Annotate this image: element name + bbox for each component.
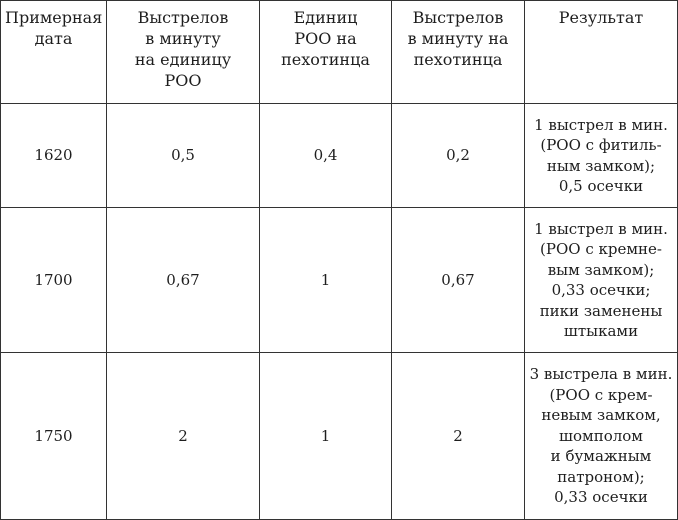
header-line: дата <box>34 29 73 48</box>
cell-result <box>525 353 678 520</box>
cell-shots-per-unit: 0,5 <box>107 104 260 208</box>
result-line: 1 выстрел в мин. <box>534 219 668 238</box>
header-line: Результат <box>558 8 644 27</box>
header-line: Единиц <box>293 8 358 27</box>
result-line: штыками <box>563 322 639 340</box>
header-result <box>525 1 678 104</box>
result-line: 3 выстрела в мин. <box>529 365 673 384</box>
header-line: в минуту <box>145 29 221 48</box>
cell-shots-per-infantryman: 0,2 <box>392 104 525 208</box>
cell-date: 1620 <box>1 104 107 208</box>
header-line: пехотинца <box>281 50 370 69</box>
header-shots-per-infantryman <box>392 1 525 104</box>
cell-result <box>525 208 678 353</box>
table-row <box>1 353 678 520</box>
table-row <box>1 208 678 353</box>
result-line: невым замком, <box>541 406 661 425</box>
cell-shots-per-infantryman: 2 <box>392 353 525 520</box>
result-line: ным замком); <box>546 156 656 175</box>
header-line: Примерная <box>5 8 103 27</box>
result-line: 0,33 осечки; <box>551 281 651 299</box>
result-line: (РОО с кремне- <box>540 240 662 258</box>
result-line: шомполом <box>559 426 643 445</box>
cell-date: 1700 <box>1 208 107 353</box>
result-line: пики заменены <box>539 301 663 320</box>
cell-shots-per-unit: 2 <box>107 353 260 520</box>
header-line: пехотинца <box>413 50 503 69</box>
header-line: Выстрелов <box>412 8 504 27</box>
header-date <box>1 1 107 104</box>
result-line: 1 выстрел в мин. <box>534 115 668 134</box>
result-line: (РОО с фитиль- <box>540 136 662 154</box>
header-line: РОО на <box>294 29 357 48</box>
result-line: патроном); <box>557 467 645 486</box>
cell-units-per-infantryman: 0,4 <box>260 104 392 208</box>
header-units-per-infantryman <box>260 1 392 104</box>
result-line: вым замком); <box>547 260 655 279</box>
result-line: (РОО с крем- <box>549 385 653 404</box>
cell-units-per-infantryman: 1 <box>260 208 392 353</box>
header-line: РОО <box>164 71 202 90</box>
header-line: в минуту на <box>407 29 509 48</box>
cell-date: 1750 <box>1 353 107 520</box>
header-row <box>1 1 678 104</box>
header-shots-per-unit <box>107 1 260 104</box>
cell-shots-per-unit: 0,67 <box>107 208 260 353</box>
cell-units-per-infantryman: 1 <box>260 353 392 520</box>
table-row <box>1 104 678 208</box>
header-line: на единицу <box>134 50 232 69</box>
result-line: и бумажным <box>550 447 652 466</box>
cell-shots-per-infantryman: 0,67 <box>392 208 525 353</box>
header-line: Выстрелов <box>137 8 229 27</box>
cell-result <box>525 104 678 208</box>
result-line: 0,5 осечки <box>558 177 644 195</box>
result-line: 0,33 осечки <box>554 488 648 507</box>
